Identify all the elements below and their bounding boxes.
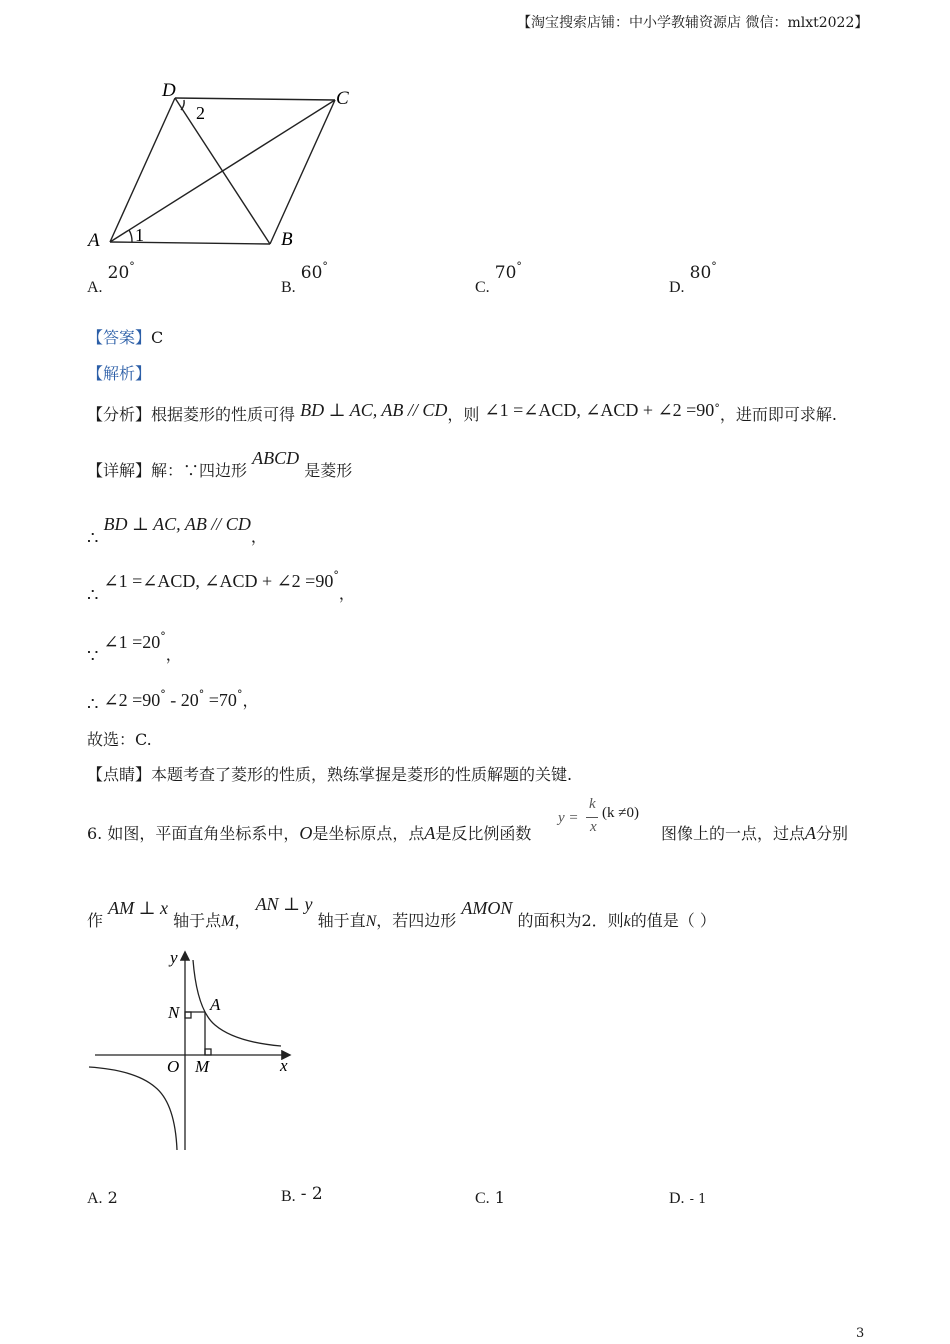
label-angle-1: 1 xyxy=(135,225,144,245)
q5-option-d: D. 80° xyxy=(669,260,717,296)
q5-step-3: ∵ ∠1 =20°， xyxy=(87,630,182,667)
graph-label-y: y xyxy=(170,948,178,967)
q5-option-b: B. 60° xyxy=(281,260,328,296)
graph-label-n: N xyxy=(168,1003,180,1022)
graph-label-x: x xyxy=(280,1056,288,1075)
page-number: 3 xyxy=(856,1326,865,1341)
q5-analysis-tag: 【解析】 xyxy=(87,364,152,383)
q6-stem-line2: 作 AM ⊥ x 轴于点M， AN ⊥ y 轴于直N，若四边形 AMON 的面积为2．则k的值是（ ） xyxy=(87,894,716,930)
q5-option-c: C. 70° xyxy=(475,260,522,296)
label-b: B xyxy=(281,229,293,250)
q5-answer: 【答案】C xyxy=(87,328,164,347)
graph-label-m: M xyxy=(195,1057,210,1076)
q6-option-d: D. - 1 xyxy=(669,1190,707,1207)
q5-step-1: ∴ BD ⊥ AC, AB // CD， xyxy=(87,514,267,549)
label-c: C xyxy=(336,88,349,109)
label-angle-2: 2 xyxy=(196,103,205,123)
q5-step-4: ∴ ∠2 =90° - 20° =70°， xyxy=(87,688,259,715)
label-a: A xyxy=(88,230,100,251)
q5-choose: 故选：C. xyxy=(87,730,152,749)
q6-option-c: C. 1 xyxy=(475,1188,505,1207)
hyperbola-graph xyxy=(85,945,300,1155)
graph-label-o: O xyxy=(167,1057,180,1076)
graph-label-a: A xyxy=(210,995,221,1014)
q5-comment: 【点睛】本题考查了菱形的性质，熟练掌握是菱形的性质解题的关键. xyxy=(87,765,573,784)
rhombus-figure xyxy=(80,70,380,260)
q5-option-a: A. 20° xyxy=(87,260,135,296)
q5-detail: 【详解】解：∵四边形 ABCD 是菱形 xyxy=(87,448,353,480)
q6-option-a: A. 2 xyxy=(87,1188,118,1207)
q6-option-b: B. - 2 xyxy=(281,1184,323,1205)
q5-step-2: ∴ ∠1 =∠ACD, ∠ACD + ∠2 =90°， xyxy=(87,569,355,606)
q6-function-formula: y = k x (k ≠0) xyxy=(558,796,639,835)
page-header: 【淘宝搜索店铺：中小学教辅资源店 微信：mlxt2022】 xyxy=(517,15,869,31)
label-d: D xyxy=(162,80,176,101)
q6-stem-line1: 6. 如图，平面直角坐标系中，O是坐标原点，点A是反比例函数 xyxy=(87,823,532,843)
q6-stem-line1-end: 图像上的一点，过点A分别 xyxy=(661,823,849,843)
q5-fenxi: 【分析】根据菱形的性质可得 BD ⊥ AC, AB // CD，则 ∠1 =∠ACD, ∠ACD + ∠2 =90°，进而即可求解. xyxy=(87,400,837,424)
